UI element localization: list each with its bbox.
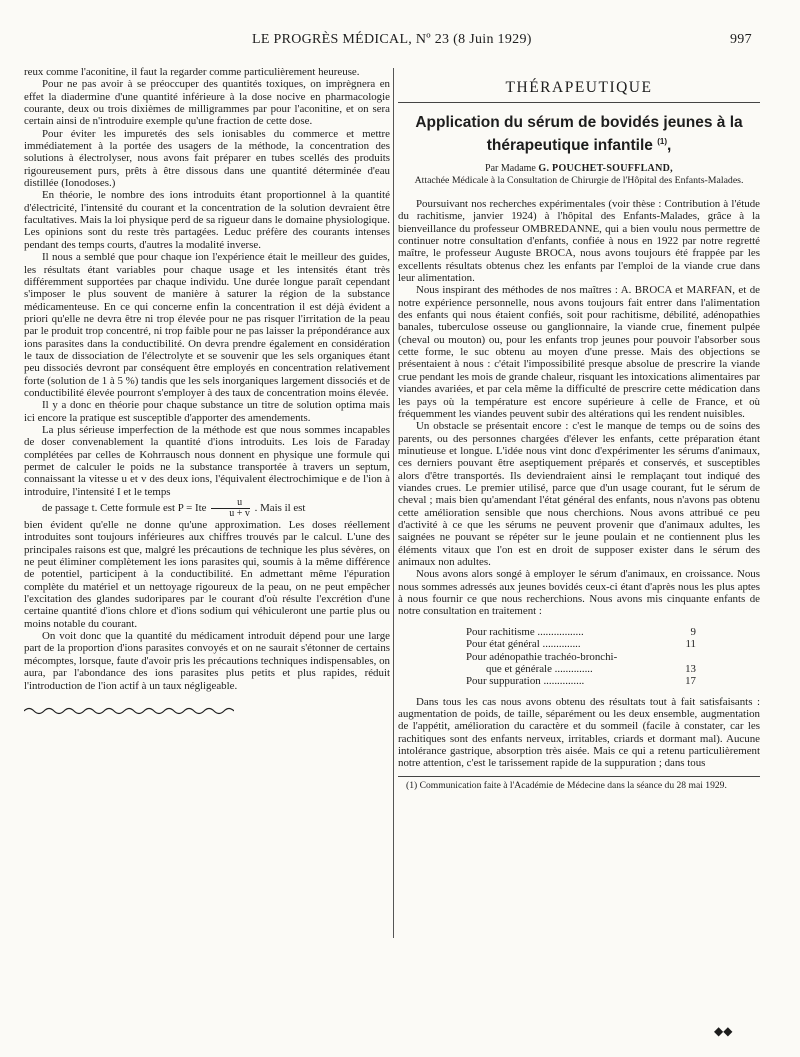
formula-text-before: de passage t. Cette formule est P = Ite	[42, 502, 207, 515]
paragraph: Poursuivant nos recherches expérimentales (voir thèse : Contribution à l'étude du rachitisme, janvier 1924) à l'hôpital des Enfants-Malades, grâce à la bienveillance du professeur OMBREDANNE, qui a bien voulu nous permettre de continuer notre consultation d'enfants, confiée à nous en 1922 par notre regretté maître, le professeur Auguste BROCA, nous avons toujours été frappée par les excellents résultats obtenus chez les enfants par l'emploi de la viande crue dans leur alimentation.	[398, 198, 760, 285]
section-rule	[398, 102, 760, 103]
article-title: Application du sérum de bovidés jeunes à la thérapeutique infantile $^{(1)}$,	[415, 114, 743, 155]
author-name: G. POUCHET-SOUFFLAND,	[538, 162, 673, 174]
formula-fraction	[211, 498, 250, 519]
paragraph: En théorie, le nombre des ions introduits étant proportionnel à la quantité d'électricité, l'intensité du courant et la concentration de la solution devraient être facultatives. Mais la loi physique perd de sa rigueur dans le domaine physiologique. Les opinions sont du reste très partagées. Leduc préfère des courants intenses pendant des temps courts, d'autres la modalité inverse.	[24, 189, 390, 251]
left-column	[24, 66, 390, 719]
paragraph: Pour ne pas avoir à se préoccuper des quantités toxiques, on imprègnera en effet la diadermine d'une quantité inférieure à la dose nocive en pharmacologie courante, deux ou trois dixièmes de milligrammes par pour l'aconitine, et on sera certain ainsi de n'introduire exemple qu'une fraction de cette dose.	[24, 78, 390, 128]
list-item	[466, 651, 696, 663]
formula-numerator: u	[211, 498, 250, 509]
formula-denominator: u + v	[229, 508, 250, 520]
running-head	[0, 30, 800, 50]
paragraph: Pour éviter les impuretés des sels ionisables du commerce et mettre immédiatement à la portée des usagers de la méthode, la concentration des solutions à électrolyser, nous avons fait préparer en tubes scellés des produits rigoureusement purs, prêts à être dissous dans une quantité déterminée d'eau distillée (Ionodoses.)	[24, 127, 390, 190]
paragraph: Nous inspirant des méthodes de nos maîtres : A. BROCA et MARFAN, et de notre expérience personnelle, nous avons toujours fait entrer dans l'alimentation des enfants qui nous étaient confiés, soit pour rachitisme, débilité, adénopathies banales, tuberculose osseuse ou ganglionnaire, la viande crue, finement pulpée (cheval ou mouton) ou, pour les enfants trop jeunes pour pouvoir l'absorber sous cette forme, le suc obtenu au moyen d'une presse. Mais des objections se présentaient à nous : c'était l'impossibilité presque absolue de prescrire la viande crue pendant les mois de grande chaleur, risquant les intoxications alimentaires par viandes avariées, et par cela même la difficulté de prescrire cette médication dans les pays où la température est encore supérieure à celle de France, et où fréquemment les viandes peuvent subir des altérations qui les rendent nuisibles.	[398, 284, 760, 420]
list-item	[466, 675, 696, 687]
article-title-text: Application du sérum de bovidés jeunes à la thérapeutique infantile	[415, 114, 743, 155]
footnote-marker: (1)	[657, 137, 667, 147]
list-item	[466, 638, 696, 650]
paragraph: bien évident qu'elle ne donne qu'une approximation. Les doses réellement introduites sont toujours inférieures aux chiffres trouvés par le calcul. L'une des principales raisons est que, malgré les précautions de technique les plus sévères, on ne peut éliminer complètement les ions parasites qui, soumis à la même différence de potentiel, participent à la conductibilité. En admettant même l'épuration complète du matériel et un nettoyage rigoureux de la peau, on ne peut empêcher l'excitation des glandes sudoripares par le courant d'où résulte l'excrétion d'une certaine quantité d'ions chlore et d'ions sodium qui véhiculeront une partie plus ou moins notable du courant.	[24, 519, 390, 630]
paragraph: reux comme l'aconitine, il faut la regarder comme particulièrement heureuse.	[24, 66, 360, 78]
byline-prefix: Par Madame	[485, 162, 536, 174]
byline	[398, 163, 760, 175]
list-item	[466, 663, 696, 675]
footnote: (1) Communication faite à l'Académie de Médecine dans la séance du 28 mai 1929.	[406, 779, 727, 791]
paragraph: Nous avons alors songé à employer le sérum d'animaux, en croissance. Nous nous sommes adressés aux jeunes bovidés ceux-ci étant d'après nous les plus aptes à nous fournir ce que nous recherchions. Nous avons mis cinquante enfants de notre consultation en traitement :	[398, 568, 760, 618]
case-count-list	[466, 626, 696, 688]
paragraph: Il y a donc en théorie pour chaque substance un titre de solution optima mais ici encore la pratique est susceptible d'apporter des amendements.	[24, 399, 390, 424]
section-title: THÉRAPEUTIQUE	[505, 79, 653, 96]
author-affiliation: Attachée Médicale à la Consultation de Chirurgie de l'Hôpital des Enfants-Malades.	[414, 174, 744, 186]
stat-value: 17	[685, 675, 696, 688]
paragraph: Un obstacle se présentait encore : c'est le manque de temps ou de soins des parents, ou des personnes chargées d'élever les enfants, cette préparation étant minutieuse et longue. L'idée nous vint donc d'expérimenter les sérums d'animaux, ces derniers pouvant être aseptiquement préparés et conservés, et susceptibles alors d'être transportés. Ils deviendraient ainsi le remplaçant tout indiqué des viandes crues. Le premier utilisé, parce que d'un usage courant, fut le sérum de cheval ; mais bien qu'amendant l'état général des enfants, nous n'avons pas obtenu cette amélioration sensible que nous cherchions. Nous avons attribué ce peu d'activité à ce que les sérums ne peuvent provenir que d'animaux adultes, les saignées ne pouvant se répéter sur le jeune poulain et ne contiennent plus les éléments vitaux que l'on est en droit de supposer exister dans le sérum des animaux non adultes.	[398, 420, 760, 568]
paragraph: On voit donc que la quantité du médicament introduit dépend pour une large part de la proportion d'ions parasites convoyés et on ne saurait s'étonner de certains mécomptes, lorsque, faute d'avoir pris les précautions techniques indispensables, on aura, par l'abondance des ions parasites plus petits et plus rapides, réduit l'introduction de l'ion actif à un taux négligeable.	[24, 630, 390, 692]
paragraph: La plus sérieuse imperfection de la méthode est que nous sommes incapables de doser convenablement la quantité d'ions introduits. Les lois de Faraday complétées par celles de Kohrrausch nous donnent en physique une formule qui permet de calculer le poids ne la substance transportée à travers un septum, connaissant la vitesse u et v des deux ions, l'équivalent électrochimique e de l'ion à introduire, l'intensité I et le temps	[24, 423, 390, 498]
stat-value: 13	[685, 662, 696, 675]
stat-label: Pour suppuration ...............	[466, 675, 585, 688]
list-item	[466, 626, 696, 638]
footnote-rule	[398, 776, 760, 777]
wavy-divider	[24, 706, 234, 716]
stat-label: Pour rachitisme .................	[466, 625, 584, 638]
column-rule	[393, 68, 394, 938]
stat-value	[672, 651, 696, 663]
stat-label: Pour adénopathie trachéo-bronchi-	[466, 650, 618, 663]
stat-label: que et générale ..............	[486, 662, 593, 675]
formula-line	[24, 498, 390, 519]
paragraph: Il nous a semblé que pour chaque ion l'expérience était le meilleur des guides, les résultats étant variables pour chaque usage et les intensités étant très différemment supportées par chaque individu. Une durée longue paraît cependant s'imposer le plus souvent de manière à saturer la région de la substance médicamenteuse. En ce qui concerne enfin la concentration il est déjà évident a priori qu'elle ne devra être ni trop élevée pour ne pas risquer l'irritation de la peau par le produit trop concentré, ni trop faible pour ne pas laisser la prépondérance aux ions parasites dans la conductibilité. On devra prendre également en considération le taux de dissociation de l'électrolyte et se souvenir que les sels organiques étant peu dissociés devront par conséquent être employés en concentration relativement forte (solution de 1 à 5 %) tandis que les sels inorganiques largement dissociés et de conductibilité élevée pourront s'employer à des taux de concentration moins élevée.	[24, 251, 390, 399]
right-column	[398, 66, 760, 791]
stat-label: Pour état général ..............	[466, 638, 581, 651]
stat-value: 9	[690, 625, 696, 638]
page-number: 997	[730, 32, 752, 47]
paragraph: Dans tous les cas nous avons obtenu des résultats tout à fait satisfaisants : augmentation de poids, de taille, séparément ou les deux ensemble, augmentation de l'appétit, amélioration du caractère et du sommeil (facile à constater, car les rachitiques sont des enfants nerveux, irritables, criards et dormant mal). Aucune intolérance gastrique, absorption très aisée. Mais ce qui a retenu particulièrement notre attention, c'est le tarissement rapide de la suppuration ; dans tous	[398, 695, 760, 770]
end-ornament: ◆◆	[714, 1024, 733, 1038]
stat-value: 11	[685, 638, 696, 651]
journal-title: LE PROGRÈS MÉDICAL, Nº 23 (8 Juin 1929)	[252, 32, 532, 47]
formula-text-after: . Mais il est	[254, 502, 306, 515]
